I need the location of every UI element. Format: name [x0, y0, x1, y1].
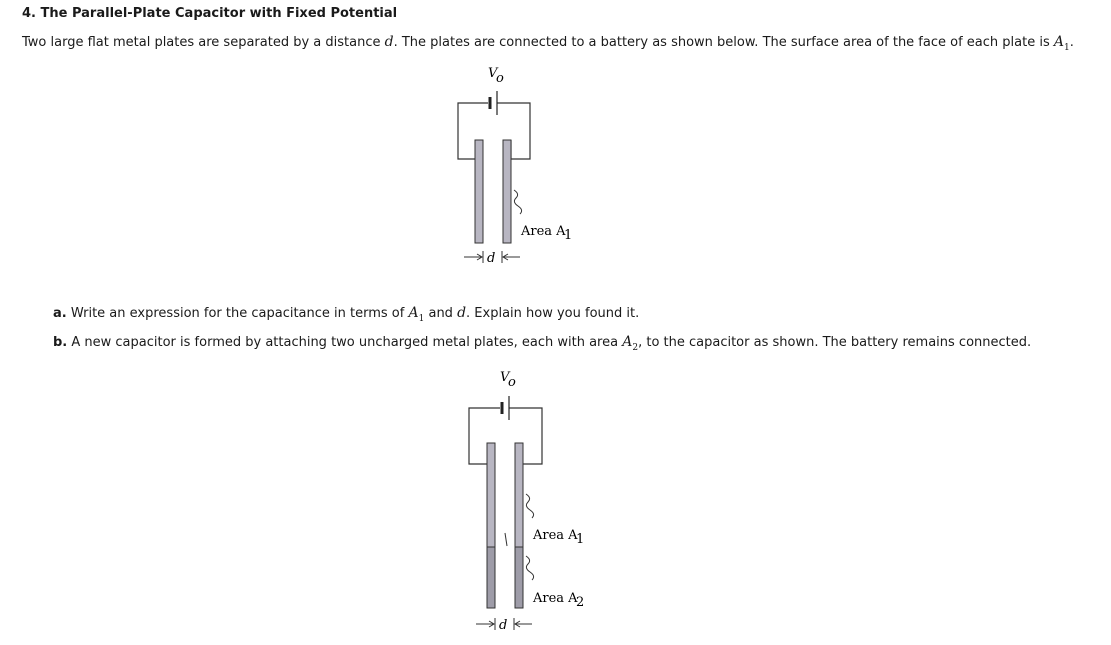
fig2-join-mark [505, 533, 507, 546]
fig2-battery-label: V [500, 370, 510, 385]
part-b-label: b. [53, 335, 68, 350]
fig2-right-plate-a2 [515, 547, 523, 608]
intro-text-1: Two large flat metal plates are separated by a distance [22, 35, 385, 50]
fig2-battery-sub: o [508, 375, 516, 390]
part-a-var-d: d [457, 305, 467, 321]
fig2-area2-label: Area A [533, 591, 578, 606]
fig2-right-plate-a1 [515, 443, 523, 547]
intro-var-a: $A_1$ [1053, 34, 1070, 53]
intro-text-2: . The plates are connected to a battery as shown below. The surface area of the face of each plate is [393, 35, 1054, 50]
fig2-area1-sub: 1 [576, 532, 585, 547]
fig1-area-sub: 1 [564, 228, 573, 243]
fig2-area1-pointer [526, 494, 534, 518]
fig2-area1-label: Area A [533, 528, 578, 543]
part-b-text-2: , to the capacitor as shown. The battery remains connected. [638, 335, 1032, 350]
part-a-text-1: Write an expression for the capacitance in terms of [66, 306, 409, 321]
part-a-text-3: . Explain how you found it. [466, 306, 640, 321]
intro-var-a-sub: 1 [1063, 42, 1070, 53]
part-b-var-a: $A_2$ [622, 334, 639, 353]
fig2-gap-label: d [499, 618, 508, 633]
part-b-text-1: A new capacitor is formed by attaching two uncharged metal plates, each with area [67, 335, 623, 350]
intro-var-d: d [384, 34, 394, 50]
part-a-var-a-sub: 1 [418, 313, 425, 324]
part-b-var-a-sub: 2 [632, 342, 639, 353]
intro-end: . [1069, 35, 1074, 50]
fig2-left-plate-a1 [487, 443, 495, 547]
fig1-battery-sub: o [496, 71, 504, 86]
fig1-gap-label: d [487, 251, 496, 266]
fig2-area2-pointer [526, 556, 534, 580]
part-a-label: a. [53, 306, 67, 321]
fig1-area-label: Area A [521, 224, 566, 239]
fig2-left-plate-a2 [487, 547, 495, 608]
part-a-var-a: $A_1$ [408, 305, 425, 324]
fig2-right-wire [509, 408, 542, 464]
fig1-battery-label: V [488, 66, 498, 81]
part-a-text-2: and [424, 306, 458, 321]
problem-title: 4. The Parallel-Plate Capacitor with Fixed Potential [22, 6, 398, 21]
fig2-area2-sub: 2 [576, 595, 585, 610]
